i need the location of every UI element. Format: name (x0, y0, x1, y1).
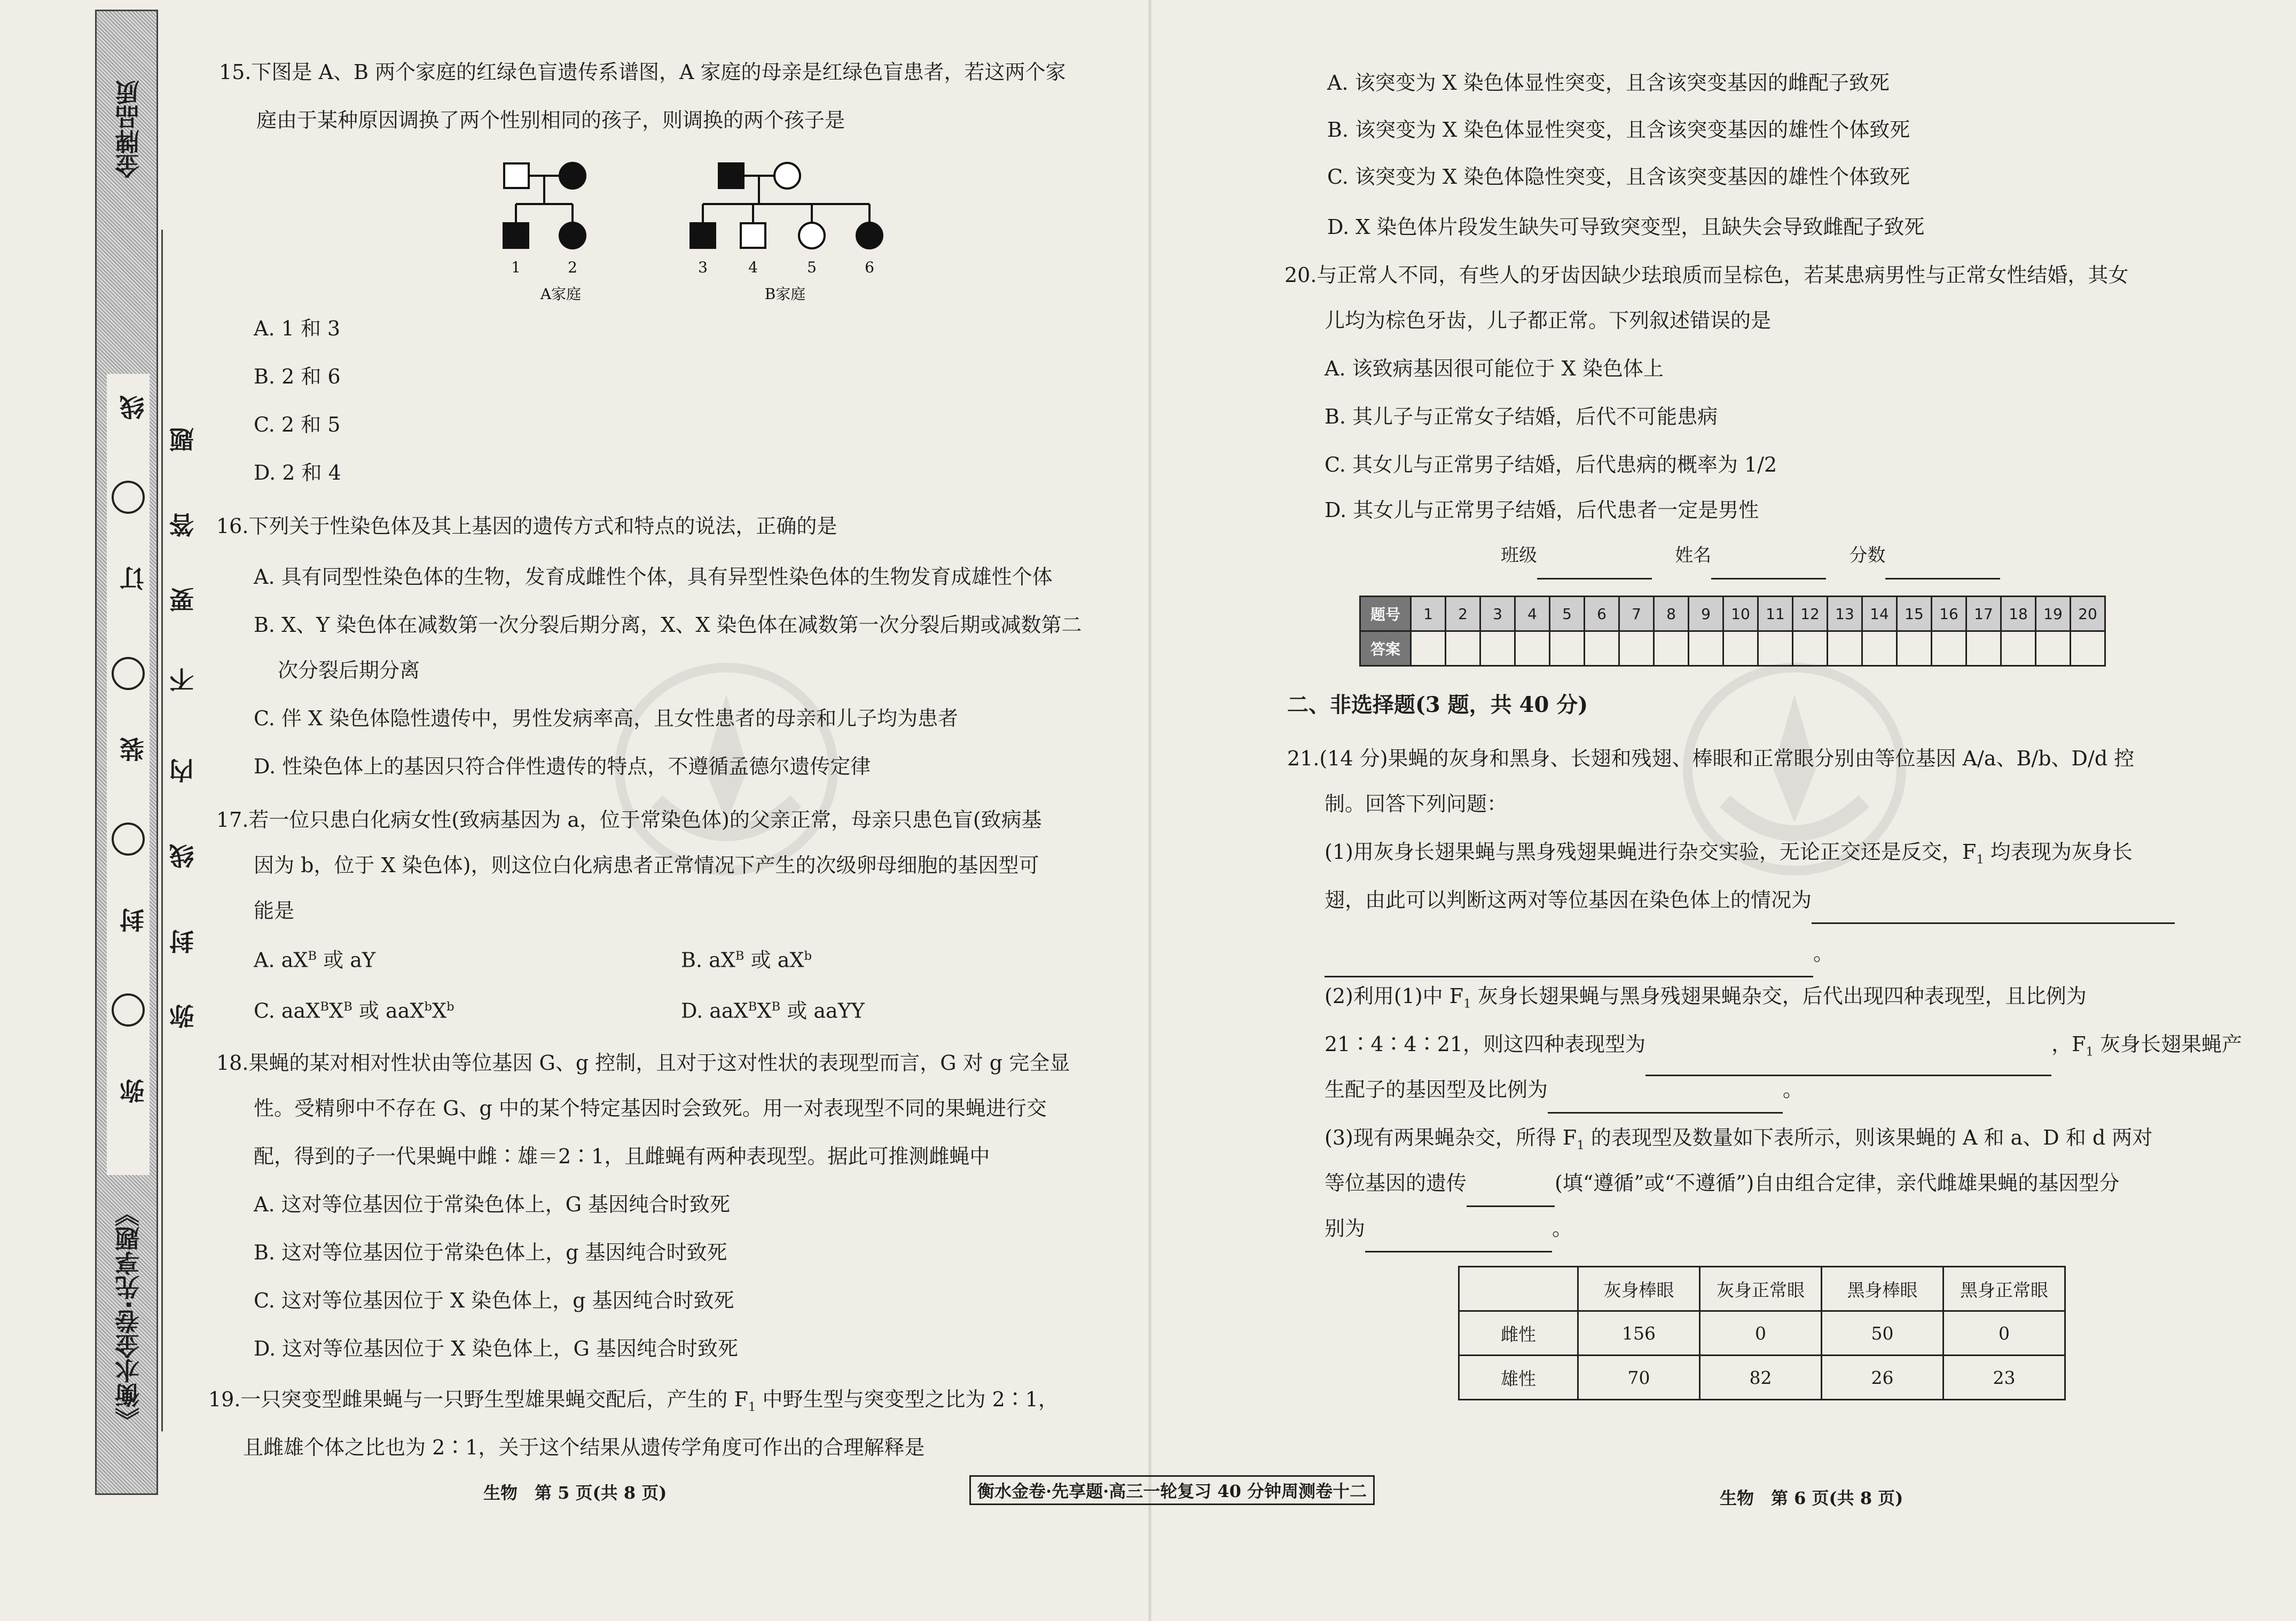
answer-grid-number: 12 (1793, 597, 1828, 631)
answer-cell[interactable] (1619, 631, 1654, 666)
info-row (1501, 531, 2000, 580)
class-label: 班级 (1501, 545, 1537, 566)
table-row-label: 雄性 (1459, 1356, 1578, 1400)
q21-part2-line1: (2)利用(1)中 $F_1$ 灰身长翅果蝇与黑身残翅果蝇杂交，后代出现四种表现型，且比例为 (1325, 984, 2087, 1011)
answer-grid-number: 8 (1654, 597, 1689, 631)
binding-notice-column (161, 230, 199, 1431)
q17-line1: 17.若一位只患白化病女性(致病基因为 a，位于常染色体)的父亲正常，母亲只患色盲(致病基 (216, 808, 1042, 832)
q20-line2: 儿均为棕色牙齿，儿子都正常。下列叙述错误的是 (1325, 309, 1772, 332)
binding-brand: 《衡水金卷·先享题》 (114, 1202, 143, 1432)
q17-option-a: A. $aX^B$ 或 aY (254, 948, 375, 972)
answer-grid-answer-row (1360, 631, 2105, 666)
table-cell: 26 (1822, 1356, 1944, 1400)
answer-grid-number: 11 (1758, 597, 1793, 631)
answer-grid-number: 15 (1897, 597, 1932, 631)
answer-grid-number: 1 (1411, 597, 1446, 631)
answer-grid-answer-label: 答案 (1360, 631, 1411, 666)
q16-option-a: A. 具有同型性染色体的生物，发育成雌性个体，具有异型性染色体的生物发育成雄性个体 (254, 565, 1053, 589)
q17-option-d: D. $aaX^BX^B$ 或 aaYY (681, 999, 865, 1023)
binding-top-text: 金牌品质 (114, 80, 143, 178)
q19-option-d: D. X 染色体片段发生缺失可导致突变型，且缺失会导致雌配子致死 (1327, 215, 1925, 239)
q18-option-d: D. 这对等位基因位于 X 染色体上，G 基因纯合时致死 (254, 1337, 738, 1360)
answer-cell[interactable] (1862, 631, 1897, 666)
table-header-cell: 黑身棒眼 (1822, 1267, 1944, 1311)
family-a-label: A家庭 (540, 285, 582, 303)
family-b-label: B家庭 (764, 285, 806, 303)
q15-line1: 15.下图是 A、B 两个家庭的红绿色盲遗传系谱图，A 家庭的母亲是红绿色盲患者，若这两个家 (219, 60, 1066, 84)
q18-option-c: C. 这对等位基因位于 X 染色体上，g 基因纯合时致死 (254, 1289, 734, 1312)
q19-line2: 且雌雄个体之比也为 2∶1，关于这个结果从遗传学角度可作出的合理解释是 (243, 1436, 925, 1459)
answer-cell[interactable] (1654, 631, 1689, 666)
table-header-cell: 黑身正常眼 (1944, 1267, 2065, 1311)
q17-option-b: B. $aX^B$ 或 $aX^b$ (681, 948, 812, 972)
q21-part3-line2: 等位基因的遗传 (填“遵循”或“不遵循”)自由组合定律，亲代雌雄果蝇的基因型分 (1325, 1159, 2119, 1207)
q21-part2-line3: 生配子的基因型及比例为 。 (1325, 1066, 1803, 1114)
q18-line1: 18.果蝇的某对相对性状由等位基因 G、g 控制，且对于这对性状的表现型而言，G 对 g 完全显 (216, 1051, 1070, 1075)
q16-option-b-1: B. X、Y 染色体在减数第一次分裂后期分离，X、X 染色体在减数第一次分裂后期或减数第二 (254, 613, 1082, 637)
table-cell: 82 (1700, 1356, 1822, 1400)
pedigree-chart (481, 150, 940, 310)
table-row-label: 雌性 (1459, 1311, 1578, 1356)
q20-option-a: A. 该致病基因很可能位于 X 染色体上 (1325, 357, 1664, 380)
score-field[interactable] (1885, 557, 2000, 580)
answer-cell[interactable] (1550, 631, 1585, 666)
answer-grid-number: 19 (2036, 597, 2071, 631)
answer-grid-number-label: 题号 (1360, 597, 1411, 631)
notice-char-6: 线 (169, 844, 198, 868)
q19-option-a: A. 该突变为 X 染色体显性突变，且含该突变基因的雌配子致死 (1327, 71, 1890, 95)
q21-line1: 21.(14 分)果蝇的灰身和黑身、长翅和残翅、棒眼和正常眼分别由等位基因 A/a、B/b、D/d 控 (1287, 747, 2135, 770)
notice-char-2: 答 (169, 513, 198, 537)
table-header-row (1459, 1267, 2065, 1311)
q16-stem: 16.下列关于性染色体及其上基因的遗传方式和特点的说法，正确的是 (216, 514, 837, 538)
q21-part3-line3: 别为 。 (1325, 1204, 1572, 1252)
answer-grid-number: 2 (1446, 597, 1480, 631)
seal-char-5: 弥 (119, 1079, 148, 1103)
q21-part3-line1: (3)现有两果蝇杂交，所得 $F_1$ 的表现型及数量如下表所示，则该果蝇的 A 和 a、D 和 d 两对 (1325, 1126, 2153, 1153)
notice-char-5: 内 (169, 758, 198, 783)
pedigree-label-6: 6 (865, 259, 874, 276)
left-page-footer: 生物 第 5 页(共 8 页) (483, 1483, 667, 1503)
answer-grid-number: 14 (1862, 597, 1897, 631)
q21-part3-answer-blank-2[interactable] (1365, 1230, 1552, 1252)
seal-circle-3 (112, 823, 145, 856)
q15-line2: 庭由于某种原因调换了两个性别相同的孩子，则调换的两个孩子是 (256, 108, 845, 132)
q21-part1-answer-blank-1[interactable] (1812, 901, 2175, 924)
page-fold (1148, 0, 1151, 1621)
table-cell: 0 (1700, 1311, 1822, 1356)
q21-part1-line3: 。 (1325, 929, 1833, 977)
q21-part3-answer-blank-1[interactable] (1467, 1184, 1555, 1207)
table-cell: 70 (1578, 1356, 1700, 1400)
answer-cell[interactable] (1758, 631, 1793, 666)
answer-cell[interactable] (1480, 631, 1515, 666)
seal-char-1: 线 (119, 395, 148, 420)
q19-line1: 19.一只突变型雌果蝇与一只野生型雄果蝇交配后，产生的 $F_1$ 中野生型与突变型之比为 2∶1， (208, 1388, 1059, 1414)
right-page-footer: 生物 第 6 页(共 8 页) (1720, 1488, 1903, 1508)
q16-option-b-2: 次分裂后期分离 (278, 659, 420, 682)
answer-grid-number: 5 (1550, 597, 1585, 631)
table-cell: 50 (1822, 1311, 1944, 1356)
answer-grid-number-row (1360, 597, 2105, 631)
pedigree-label-4: 4 (748, 259, 758, 276)
seal-char-2: 订 (119, 566, 148, 591)
answer-grid-number: 4 (1515, 597, 1550, 631)
q20-option-b: B. 其儿子与正常女子结婚，后代不可能患病 (1325, 405, 1718, 428)
section-2-heading: 二、非选择题(3 题，共 40 分) (1287, 692, 1588, 717)
center-footer-box: 衡水金卷·先享题·高三一轮复习 40 分钟周测卷十二 (969, 1475, 1375, 1505)
answer-grid-number: 16 (1932, 597, 1966, 631)
answer-cell[interactable] (1446, 631, 1480, 666)
q20-line1: 20.与正常人不同，有些人的牙齿因缺少珐琅质而呈棕色，若某患病男性与正常女性结婚，其女 (1284, 263, 2129, 287)
answer-grid-number: 7 (1619, 597, 1654, 631)
name-label: 姓名 (1675, 545, 1712, 566)
name-field[interactable] (1711, 557, 1826, 580)
q21-line2: 制。回答下列问题： (1325, 792, 1508, 816)
q20-option-d: D. 其女儿与正常男子结婚，后代患者一定是男性 (1325, 498, 1759, 522)
answer-cell[interactable] (1793, 631, 1828, 666)
offspring-phenotype-table (1458, 1266, 2066, 1400)
q21-part1-line2: 翅，由此可以判断这两对等位基因在染色体上的情况为 (1325, 876, 2175, 924)
seal-char-3: 装 (119, 737, 148, 762)
answer-grid-number: 18 (2001, 597, 2036, 631)
q16-option-c: C. 伴 X 染色体隐性遗传中，男性发病率高，且女性患者的母亲和儿子均为患者 (254, 707, 959, 730)
table-header-cell: 灰身正常眼 (1700, 1267, 1822, 1311)
q19-option-b: B. 该突变为 X 染色体显性突变，且含该突变基因的雄性个体致死 (1327, 118, 1910, 142)
answer-cell[interactable] (1515, 631, 1550, 666)
seal-circle-2 (112, 657, 145, 690)
table-row (1459, 1356, 2065, 1400)
pedigree-label-3: 3 (698, 259, 708, 276)
answer-grid-number: 10 (1723, 597, 1758, 631)
answer-grid-number: 17 (1966, 597, 2001, 631)
pedigree-label-5: 5 (807, 259, 817, 276)
answer-cell[interactable] (2071, 631, 2105, 666)
table-row (1459, 1311, 2065, 1356)
q17-option-c: C. $aaX^BX^B$ 或 $aaX^bX^b$ (254, 999, 455, 1023)
table-header-cell: 灰身棒眼 (1578, 1267, 1700, 1311)
pedigree-label-2: 2 (568, 259, 577, 276)
answer-cell[interactable] (1411, 631, 1446, 666)
answer-cell[interactable] (1585, 631, 1619, 666)
q17-line2: 因为 b，位于 X 染色体)，则这位白化病患者正常情况下产生的次级卵母细胞的基因型可 (254, 853, 1039, 877)
q20-option-c: C. 其女儿与正常男子结婚，后代患病的概率为 1/2 (1325, 453, 1777, 476)
answer-cell[interactable] (1828, 631, 1862, 666)
class-field[interactable] (1537, 557, 1652, 580)
notice-char-1: 题 (169, 427, 198, 452)
table-cell: 156 (1578, 1311, 1700, 1356)
q15-option-b: B. 2 和 6 (254, 365, 341, 388)
answer-cell[interactable] (1689, 631, 1723, 666)
q21-part1-line1: (1)用灰身长翅果蝇与黑身残翅果蝇进行杂交实验，无论正交还是反交，$F_1$ 均表现为灰身长 (1325, 840, 2133, 867)
q16-option-d: D. 性染色体上的基因只符合伴性遗传的特点，不遵循孟德尔遗传定律 (254, 755, 871, 778)
notice-char-3: 要 (169, 588, 198, 612)
answer-cell[interactable] (2001, 631, 2036, 666)
table-cell: 23 (1944, 1356, 2065, 1400)
q18-line3: 配，得到的子一代果蝇中雌∶雄＝2∶1，且雌蝇有两种表现型。据此可推测雌蝇中 (254, 1145, 990, 1168)
q18-option-a: A. 这对等位基因位于常染色体上，G 基因纯合时致死 (254, 1193, 731, 1216)
table-cell: 0 (1944, 1311, 2065, 1356)
answer-cell[interactable] (1897, 631, 1932, 666)
family-b-pedigree (691, 163, 882, 248)
q18-option-b: B. 这对等位基因位于常染色体上，g 基因纯合时致死 (254, 1241, 727, 1264)
answer-cell[interactable] (2036, 631, 2071, 666)
table-header-cell (1459, 1267, 1578, 1311)
answer-cell[interactable] (1932, 631, 1966, 666)
notice-char-8: 弥 (169, 1004, 198, 1029)
answer-cell[interactable] (1966, 631, 2001, 666)
answer-cell[interactable] (1723, 631, 1758, 666)
answer-grid-number: 13 (1828, 597, 1862, 631)
q17-line3: 能是 (254, 899, 295, 922)
seal-char-4: 封 (119, 908, 148, 933)
answer-grid-number: 9 (1689, 597, 1723, 631)
score-label: 分数 (1849, 545, 1886, 566)
notice-char-7: 封 (169, 929, 198, 954)
answer-grid-number: 3 (1480, 597, 1515, 631)
q18-line2: 性。受精卵中不存在 G、g 中的某个特定基因时会致死。用一对表现型不同的果蝇进行交 (254, 1097, 1047, 1120)
seal-circle-1 (112, 481, 145, 514)
q21-part2-line2: 21∶4∶4∶21，则这四种表现型为 ，$F_1$ 灰身长翅果蝇产 (1325, 1020, 2242, 1076)
pedigree-label-1: 1 (511, 259, 521, 276)
q19-option-c: C. 该突变为 X 染色体隐性突变，且含该突变基因的雄性个体致死 (1327, 165, 1910, 189)
q15-option-c: C. 2 和 5 (254, 413, 341, 436)
answer-grid-number: 6 (1585, 597, 1619, 631)
answer-grid (1359, 596, 2106, 667)
q15-option-a: A. 1 和 3 (254, 317, 341, 340)
seal-circle-4 (112, 993, 145, 1027)
answer-grid-number: 20 (2071, 597, 2105, 631)
q15-option-d: D. 2 和 4 (254, 461, 341, 484)
notice-char-4: 不 (169, 668, 198, 692)
q21-part2-answer-blank-2[interactable] (1548, 1091, 1783, 1114)
family-a-pedigree (504, 163, 585, 248)
